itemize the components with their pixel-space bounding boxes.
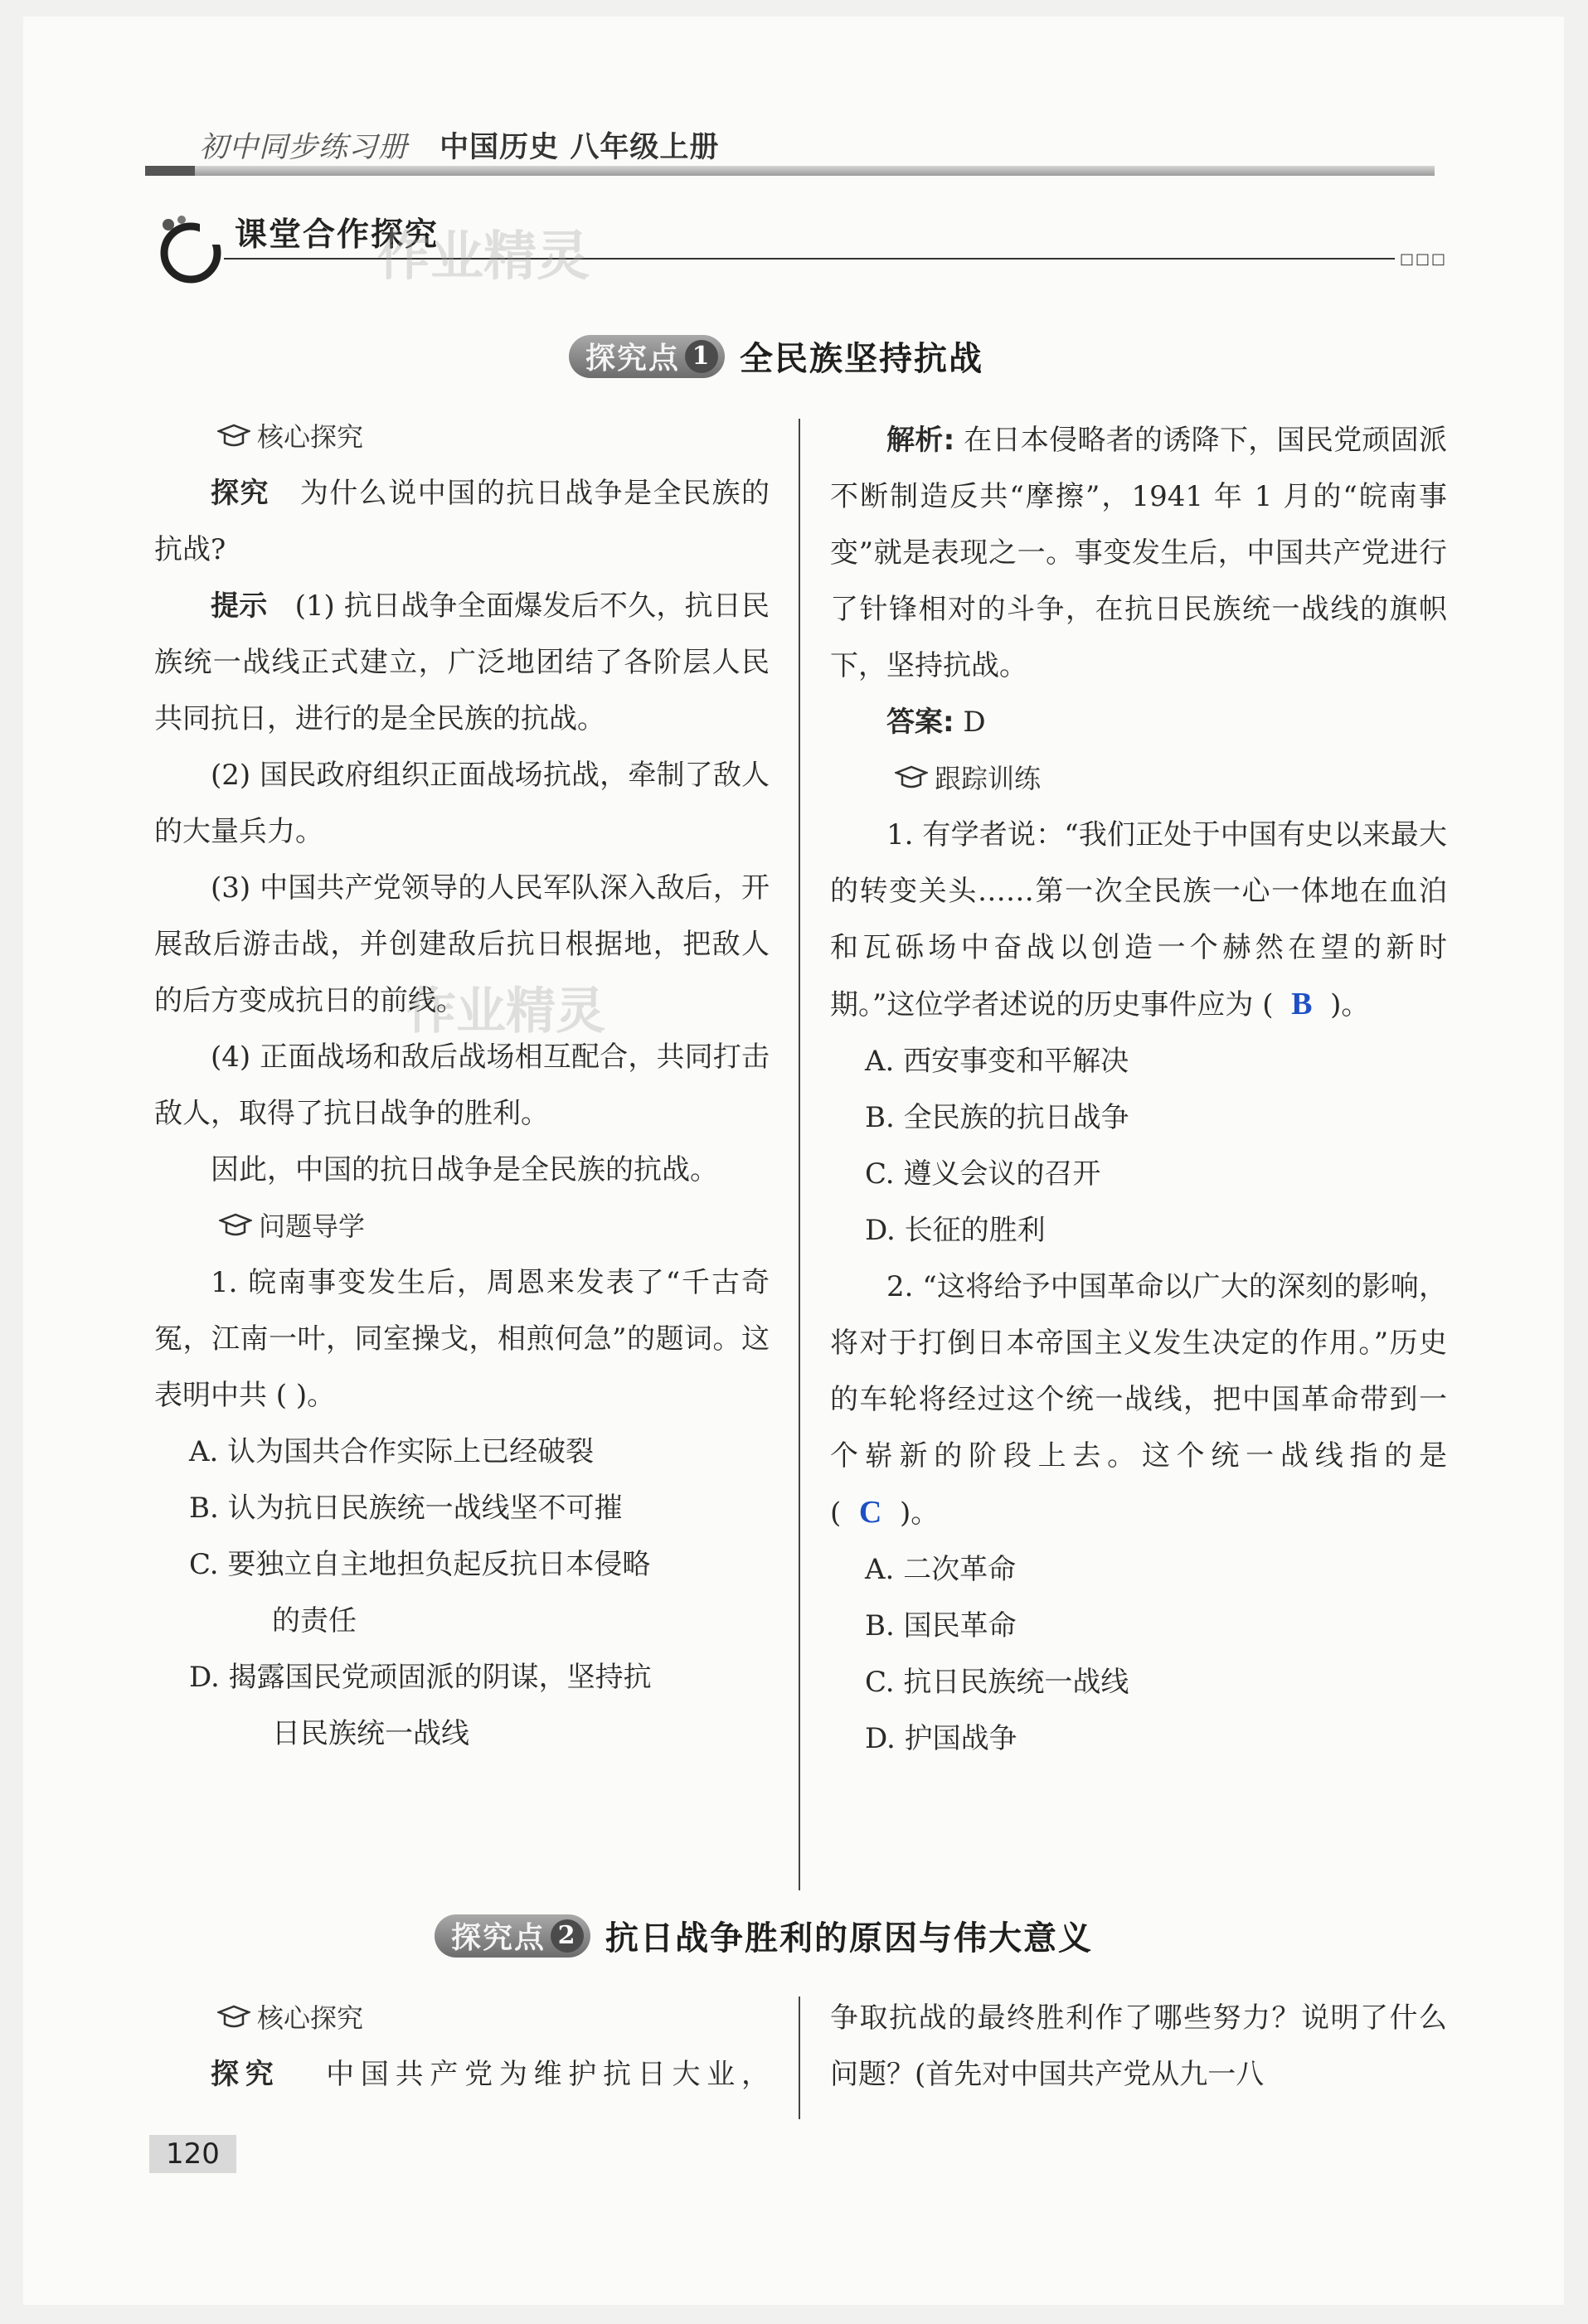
analysis xyxy=(830,412,1447,694)
bottom-explore xyxy=(154,2046,770,2103)
track-q1-option-b: B. 全民族的抗日战争 xyxy=(865,1101,1129,1134)
track-q1-answer: B xyxy=(1291,987,1313,1021)
track-q1-option-c: C. 遵义会议的召开 xyxy=(865,1157,1101,1191)
track-label: 跟踪训练 xyxy=(935,763,1042,794)
track-q2-answer: C xyxy=(858,1495,882,1530)
bottom-right-column xyxy=(830,1990,1447,2103)
bottom-explore-continued: 争取抗战的最终胜利作了哪些努力？说明了什么问题？(首先对中国共产党从九一八 xyxy=(830,2001,1447,2091)
track-q1-option-a: A. 西安事变和平解决 xyxy=(865,1045,1129,1078)
answer-value: D xyxy=(963,706,986,739)
point-2-title: 抗日战争胜利的原因与伟大意义 xyxy=(605,1919,1094,1958)
track-q1-close: )。 xyxy=(1330,988,1370,1021)
guide-q1-option-b: B. 认为抗日民族统一战线坚不可摧 xyxy=(189,1492,623,1525)
guide-q1-option-c: C. 要独立自主地担负起反抗日本侵略 xyxy=(189,1548,651,1581)
point-1-title: 全民族坚持抗战 xyxy=(740,340,984,378)
guide-question-1: 1. 皖南事变发生后，周恩来发表了“千古奇冤，江南一叶，同室操戈，相煎何急”的题词。这表明中共 ( )。 xyxy=(154,1266,770,1412)
analysis-label: 解析: xyxy=(886,424,955,457)
track-q1-text: 1. 有学者说：“我们正处于中国有史以来最大的转变关头……第一次全民族一心一体地在血泊和瓦砾场中奋战以创造一个赫然在望的新时期。”这位学者述说的历史事件应为 ( xyxy=(830,818,1447,1021)
left-column xyxy=(154,409,770,1762)
analysis-text: 在日本侵略者的诱降下，国民党顽固派不断制造反共“摩擦”，1941 年 1 月的“皖南事变”就是表现之一。事变发生后，中国共产党进行了针锋相对的斗争，在抗日民族统一战线的旗帜下，坚持抗战。 xyxy=(830,424,1447,682)
guide-q1-option-a: A. 认为国共合作实际上已经破裂 xyxy=(189,1435,595,1468)
bottom-explore-label: 探究 xyxy=(211,2058,280,2091)
core-explore-subhead xyxy=(154,409,770,465)
hint-1-text: (1) 抗日战争全面爆发后不久，抗日民族统一战线正式建立，广泛地团结了各阶层人民共同抗日，进行的是全民族的抗战。 xyxy=(154,589,770,735)
track-subhead xyxy=(830,750,1447,807)
subject-title: 中国历史 八年级上册 xyxy=(439,131,720,164)
bottom-left-column xyxy=(154,1990,770,2103)
column-divider xyxy=(799,419,800,1890)
track-question-2 xyxy=(830,1259,1447,1541)
explore-label: 探究 xyxy=(211,477,270,510)
guide-q1-option-c-cont: 的责任 xyxy=(272,1604,357,1637)
section-logo-icon xyxy=(153,211,228,286)
guide-q1-option-d-cont: 日民族统一战线 xyxy=(272,1717,469,1750)
hint-4: (4) 正面战场和敌后战场相互配合，共同打击敌人，取得了抗日战争的胜利。 xyxy=(154,1041,770,1130)
hint-3: (3) 中国共产党领导的人民军队深入敌后，开展敌后游击战，并创建敌后抗日根据地，把敌人的后方变成抗日的前线。 xyxy=(154,871,770,1017)
track-q2-option-a: A. 二次革命 xyxy=(865,1553,1017,1586)
answer-label: 答案: xyxy=(886,706,954,739)
explore-text: 为什么说中国的抗日战争是全民族的抗战? xyxy=(154,477,770,566)
explore-question xyxy=(154,465,770,578)
point-1-number: 1 xyxy=(685,340,718,373)
mortarboard-icon xyxy=(219,1212,252,1240)
hint-5: 因此，中国的抗日战争是全民族的抗战。 xyxy=(211,1153,718,1186)
hint-label: 提示 xyxy=(211,589,268,623)
core-explore-label: 核心探究 xyxy=(257,421,364,453)
hint-1 xyxy=(154,578,770,747)
track-q2-option-d: D. 护国战争 xyxy=(865,1722,1017,1755)
track-question-1 xyxy=(830,807,1447,1033)
answer xyxy=(830,694,1447,750)
mortarboard-icon xyxy=(217,423,250,451)
point-2-heading xyxy=(435,1912,1093,1959)
bottom-explore-text: 中国共产党为维护抗日大业， xyxy=(326,2058,770,2091)
header-bar-accent xyxy=(145,166,195,176)
track-q1-option-d: D. 长征的胜利 xyxy=(865,1214,1046,1247)
page-number: 120 xyxy=(149,2135,236,2173)
mortarboard-icon xyxy=(217,2004,250,2032)
track-q2-option-c: C. 抗日民族统一战线 xyxy=(865,1666,1129,1699)
right-column xyxy=(830,412,1447,1767)
point-1-heading xyxy=(569,332,983,380)
watermark: 作业精灵 xyxy=(377,226,590,288)
track-q2-text: 2. “这将给予中国革命以广大的深刻的影响，将对于打倒日本帝国主义发生决定的作用。”历史的车轮将经过这个统一战线，把中国革命带到一个崭新的阶段上去。这个统一战线指的是 ( xyxy=(830,1270,1447,1530)
point-1-badge-label: 探究点 xyxy=(585,341,681,376)
track-q2-option-b: B. 国民革命 xyxy=(865,1609,1017,1642)
section-title: 课堂合作探究 xyxy=(235,216,439,254)
guide-q1-option-d: D. 揭露国民党顽固派的阴谋，坚持抗 xyxy=(189,1661,652,1694)
book-title: 初中同步练习册 xyxy=(199,131,409,164)
watermark-middle: 作业精灵 xyxy=(406,982,605,1041)
section-squares: □□□ xyxy=(1400,250,1448,268)
mortarboard-icon xyxy=(895,764,928,793)
bottom-column-divider xyxy=(799,1997,800,2119)
point-1-badge xyxy=(569,335,725,378)
track-q2-close: )。 xyxy=(899,1497,940,1530)
point-2-badge xyxy=(435,1914,590,1958)
guide-subhead xyxy=(154,1198,770,1254)
hint-2: (2) 国民政府组织正面战场抗战，牵制了敌人的大量兵力。 xyxy=(154,759,770,848)
point-2-badge-label: 探究点 xyxy=(451,1920,546,1955)
point-2-number: 2 xyxy=(551,1919,584,1953)
guide-label: 问题导学 xyxy=(259,1211,366,1242)
running-header xyxy=(199,124,719,166)
bottom-core-subhead xyxy=(154,1990,770,2046)
header-bar xyxy=(145,166,1435,176)
bottom-core-label: 核心探究 xyxy=(257,2002,364,2034)
